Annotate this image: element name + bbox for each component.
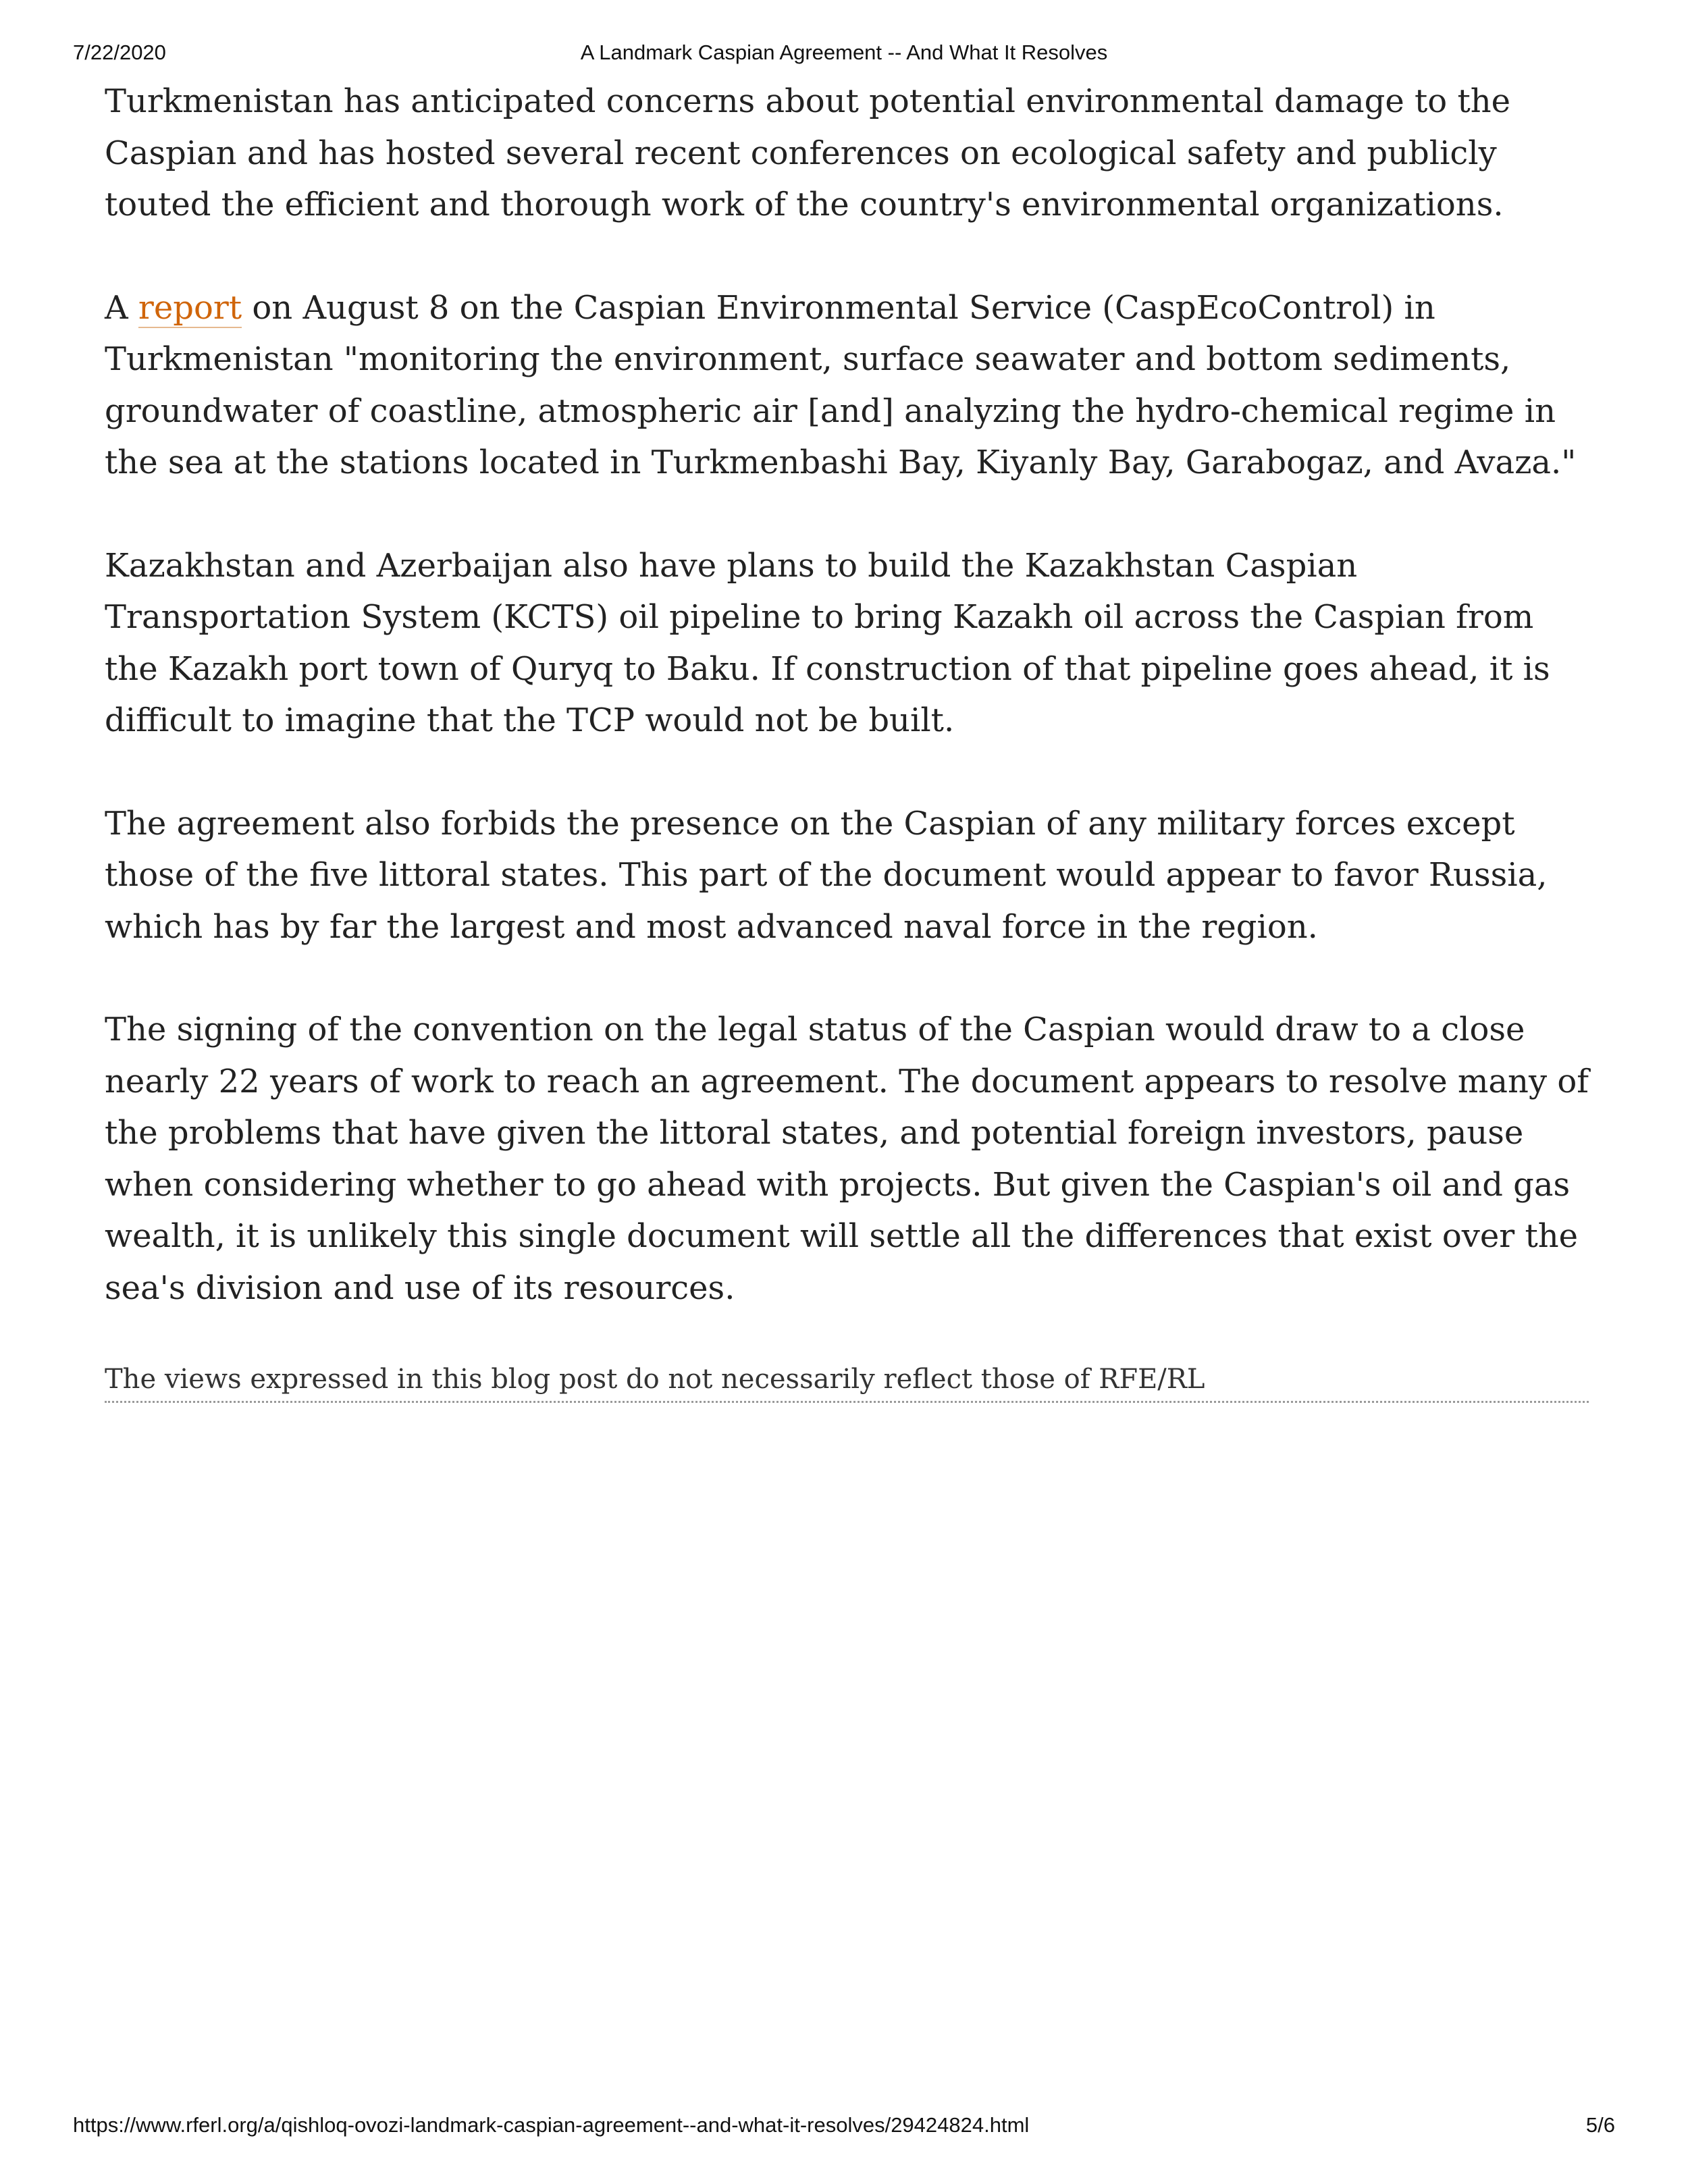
disclaimer: The views expressed in this blog post do not necessarily reflect those of RFE/RL [105, 1360, 1589, 1403]
paragraph-report [105, 282, 1590, 489]
print-page-title: A Landmark Caspian Agreement -- And What It Resolves [580, 41, 1108, 64]
paragraph-conclusion: The signing of the convention on the legal status of the Caspian would draw to a close nearly 22 years of work to reach an agreement. The document appears to resolve many of the problems that have given the littoral states, and potential foreign investors, pause when considering whether to go ahead with projects. But given the Caspian's oil and gas wealth, it is unlikely this single document will settle all the differences that exist over the sea's division and use of its resources. [105, 1011, 1589, 1307]
paragraph-military: The agreement also forbids the presence on the Caspian of any military forces except those of the five littoral states. This part of the document would appear to favor Russia, which has by far the largest and most advanced naval force in the region. [105, 804, 1548, 946]
page-number: 5/6 [1585, 2113, 1615, 2137]
print-footer [0, 2113, 1688, 2140]
print-header [0, 41, 1688, 68]
print-date: 7/22/2020 [73, 41, 166, 64]
article-body [105, 76, 1590, 1365]
paragraph-report-text: on August 8 on the Caspian Environmental Service (CaspEcoControl) in Turkmenistan "monitoring the environment, surface seawater and bottom sediments, groundwater of coastline, atmospheric air [and] analyzing the hydro-chemical regime in the sea at the stations located in Turkmenbashi Bay, Kiyanly Bay, Garabogaz, and Avaza." [105, 288, 1577, 481]
report-link[interactable]: report [138, 288, 242, 327]
paragraph-report-lead: A [105, 288, 138, 327]
paragraph-environment: Turkmenistan has anticipated concerns about potential environmental damage to the Caspian and has hosted several recent conferences on ecological safety and publicly touted the efficient and thorough work of the country's environmental organizations. [105, 82, 1511, 223]
page-url: https://www.rferl.org/a/qishloq-ovozi-landmark-caspian-agreement--and-what-it-resolves/29424824.html [73, 2113, 1030, 2137]
paragraph-kcts-pipeline: Kazakhstan and Azerbaijan also have plans to build the Kazakhstan Caspian Transportation System (KCTS) oil pipeline to bring Kazakh oil across the Caspian from the Kazakh port town of Quryq to Baku. If construction of that pipeline goes ahead, it is difficult to imagine that the TCP would not be built. [105, 546, 1550, 739]
